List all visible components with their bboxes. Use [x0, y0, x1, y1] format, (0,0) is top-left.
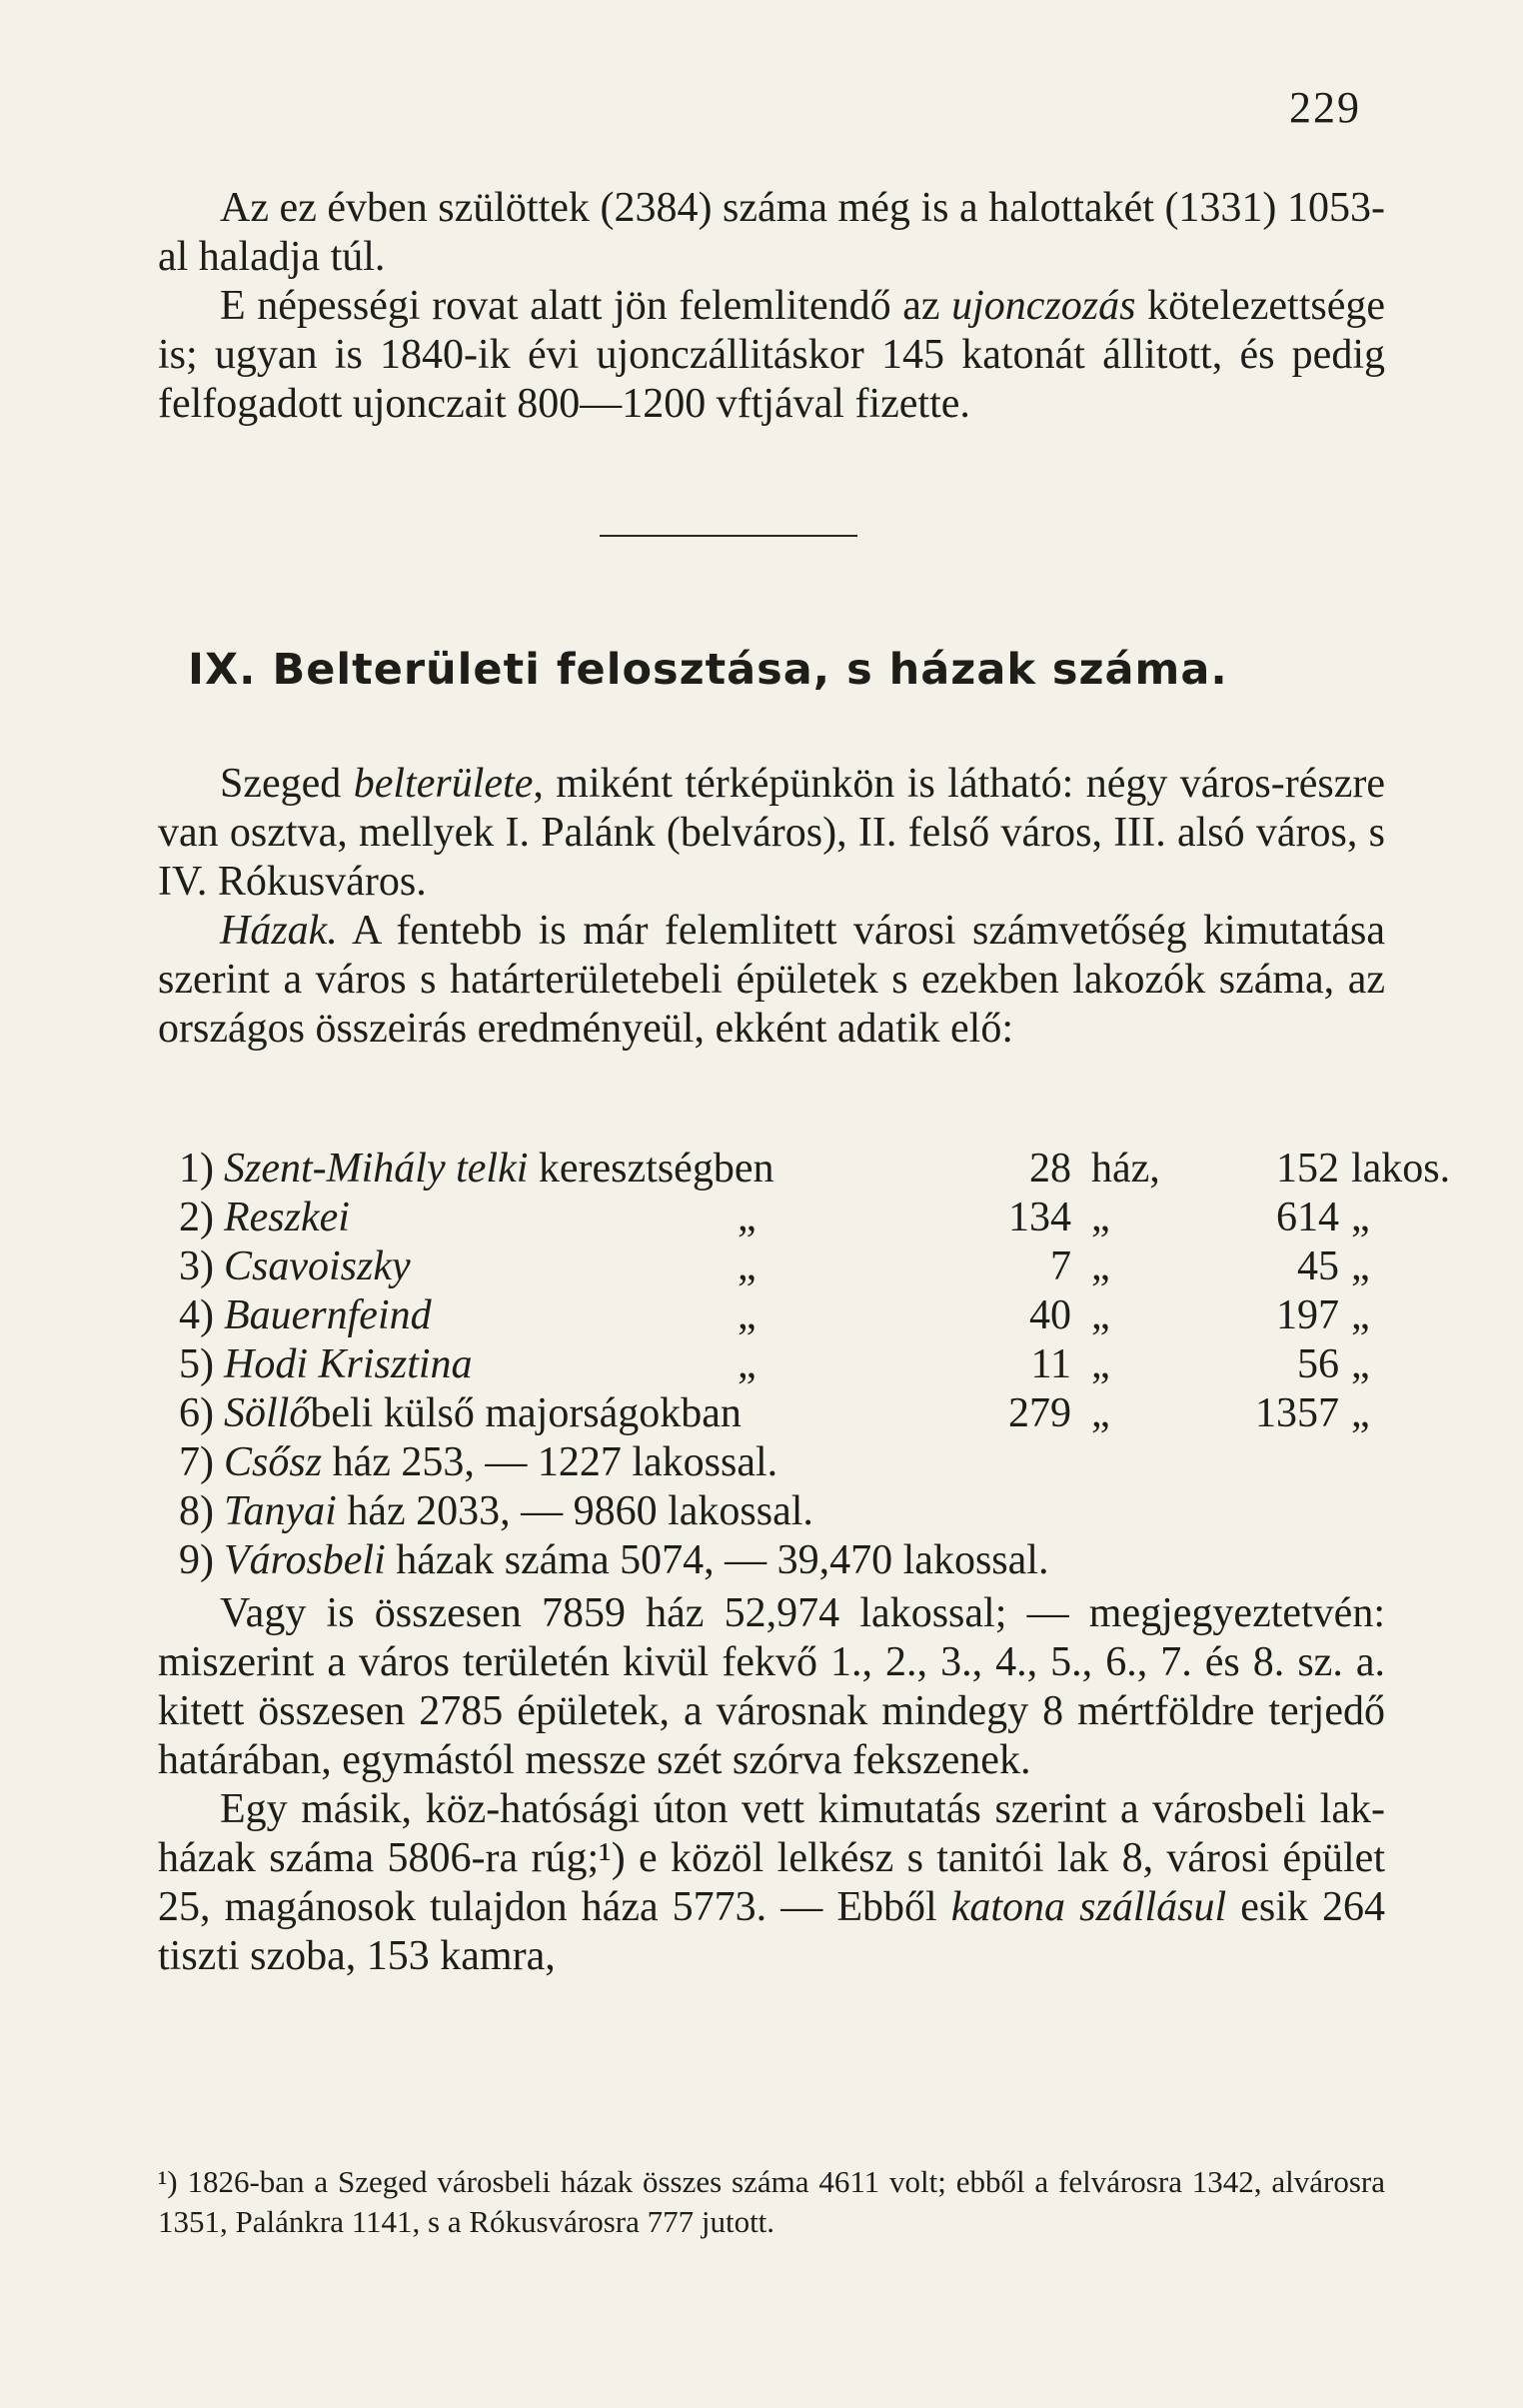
item-number: 1) — [179, 1146, 214, 1192]
resident-unit: lakos. — [1351, 1146, 1451, 1192]
text-span: E népességi rovat alatt jön felemlitendő az — [220, 283, 952, 329]
list-item — [158, 1291, 1397, 1340]
paragraph-summary: Vagy is összesen 7859 ház 52,974 lakossal; — megjegyeztetvén: miszerint a város területén kivül fekvő 1., 2., 3., 4., 5., 6., 7. és 8. sz. a. kitett összesen 2785 épületek, a városnak mindegy 8 mértföldre terjedő határában, egymástól messze szét szórva fekszenek. — [158, 1590, 1385, 1783]
resident-unit: „ — [1351, 1243, 1370, 1289]
item-number: 2) — [179, 1195, 214, 1240]
italic-term: Házak. — [220, 908, 338, 954]
italic-term: Szent-Mihály telki — [224, 1146, 529, 1192]
italic-term: Tanyai — [224, 1488, 337, 1534]
ditto-mark: „ — [738, 1292, 757, 1338]
house-count: 7 — [1050, 1243, 1071, 1289]
resident-unit: „ — [1351, 1390, 1370, 1436]
resident-unit: „ — [1351, 1341, 1370, 1387]
paragraph-districts — [158, 760, 1385, 1054]
paragraph-hazak — [158, 907, 1385, 1054]
resident-unit: „ — [1351, 1292, 1370, 1338]
house-count: 279 — [1008, 1390, 1071, 1436]
text-span: ház 253, — 1227 lakossal. — [322, 1439, 778, 1485]
text-span: Egy másik, köz-hatósági úton vett kimutatás szerint a városbeli lak-házak száma 5806-ra rúg;¹) e közöl lelkész s tanitói lak 8, városi épület 25, magánosok tulajdon háza 5773. — Ebből — [158, 1786, 1385, 1930]
paragraph-belterulet — [158, 760, 1385, 907]
resident-count: 152 — [1276, 1146, 1339, 1192]
item-number: 4) — [179, 1292, 214, 1338]
house-count: 28 — [1029, 1146, 1071, 1192]
text-span: , miként térképünkön is látható: négy város-részre van osztva, mellyek I. Palánk (belváros), II. felső város, III. alsó város, s IV. Rókusváros. — [158, 761, 1385, 905]
item-text — [224, 1487, 813, 1535]
italic-term: ujonczozás — [951, 283, 1136, 329]
ditto-mark: „ — [738, 1341, 757, 1387]
ditto-mark: „ — [738, 1195, 757, 1240]
item-name — [224, 1340, 473, 1388]
house-unit: ház, — [1091, 1146, 1160, 1192]
italic-term: Csősz — [224, 1439, 323, 1485]
item-name — [224, 1389, 742, 1437]
item-name — [224, 1242, 411, 1290]
text-span: beli külső majorságokban — [310, 1390, 742, 1436]
italic-term: katona szállásul — [950, 1884, 1227, 1930]
house-count-list — [158, 1145, 1451, 1585]
resident-count: 197 — [1276, 1292, 1339, 1338]
italic-term: Hodi Krisztina — [224, 1341, 473, 1387]
text-span: A fentebb is már felemlitett városi számvetőség kimutatása szerint a város s határterületebeli épületek s ezekben lakozók száma, az országos összeirás eredményeül, ekként adatik elő: — [158, 908, 1385, 1052]
text-span: keresztségben — [528, 1146, 774, 1192]
paragraph-totals — [158, 1589, 1385, 1981]
italic-term: Reszkei — [224, 1195, 350, 1240]
item-number: 5) — [179, 1341, 214, 1387]
footnote: ¹) 1826-ban a Szeged városbeli házak összes száma 4611 volt; ebből a felvárosra 1342, alvárosra 1351, Palánkra 1141, s a Rókusvárosra 777 jutott. — [158, 2164, 1385, 2239]
list-item — [158, 1438, 1397, 1487]
text-span: Szeged — [220, 761, 354, 807]
italic-term: Söllő — [224, 1390, 311, 1436]
list-item — [158, 1242, 1397, 1291]
italic-term: Bauernfeind — [224, 1292, 432, 1338]
ditto-mark: „ — [738, 1243, 757, 1289]
house-unit: „ — [1091, 1292, 1110, 1338]
item-number: 3) — [179, 1243, 214, 1289]
paragraph-conscription — [158, 282, 1385, 429]
house-count: 40 — [1029, 1292, 1071, 1338]
resident-count: 56 — [1297, 1341, 1339, 1387]
italic-term: Csavoiszky — [224, 1243, 411, 1289]
text-span: ház 2033, — 9860 lakossal. — [336, 1488, 813, 1534]
list-item — [158, 1145, 1451, 1194]
item-name — [224, 1291, 432, 1339]
item-text — [224, 1536, 1048, 1584]
list-item — [158, 1487, 1397, 1536]
paragraph-other-count — [158, 1785, 1385, 1981]
section-heading: IX. Belterületi felosztása, s házak száma. — [188, 645, 1228, 695]
item-name — [224, 1145, 773, 1193]
item-number: 8) — [179, 1488, 214, 1534]
house-unit: „ — [1091, 1390, 1110, 1436]
item-number: 9) — [179, 1537, 214, 1583]
item-text — [224, 1438, 777, 1486]
list-item — [158, 1194, 1397, 1242]
list-item — [158, 1536, 1397, 1585]
section-divider — [600, 535, 857, 537]
list-item — [158, 1340, 1397, 1389]
item-number: 6) — [179, 1390, 214, 1436]
house-unit: „ — [1091, 1243, 1110, 1289]
house-count: 134 — [1008, 1195, 1071, 1240]
resident-unit: „ — [1351, 1195, 1370, 1240]
italic-term: Városbeli — [224, 1537, 386, 1583]
item-name — [224, 1194, 350, 1241]
text-span: házak száma 5074, — 39,470 lakossal. — [385, 1537, 1049, 1583]
page-number: 229 — [1289, 83, 1361, 132]
italic-term: belterülete — [353, 761, 534, 807]
house-count: 11 — [1030, 1341, 1071, 1387]
text-span: kötelezettsége is; ugyan is 1840-ik évi ujonczállitáskor 145 katonát állitott, és pedig felfogadott ujonczait 800—1200 vftjával fizette. — [158, 283, 1385, 427]
resident-count: 614 — [1276, 1195, 1339, 1240]
text-span: esik 264 tiszti szoba, 153 kamra, — [158, 1884, 1385, 1979]
paragraph-births — [158, 184, 1385, 429]
resident-count: 1357 — [1255, 1390, 1339, 1436]
paragraph-line: Az ez évben szülöttek (2384) száma még is a halottakét (1331) 1053-al haladja túl. — [158, 185, 1385, 280]
house-unit: „ — [1091, 1341, 1110, 1387]
list-item — [158, 1389, 1397, 1438]
resident-count: 45 — [1297, 1243, 1339, 1289]
item-number: 7) — [179, 1439, 214, 1485]
house-unit: „ — [1091, 1195, 1110, 1240]
